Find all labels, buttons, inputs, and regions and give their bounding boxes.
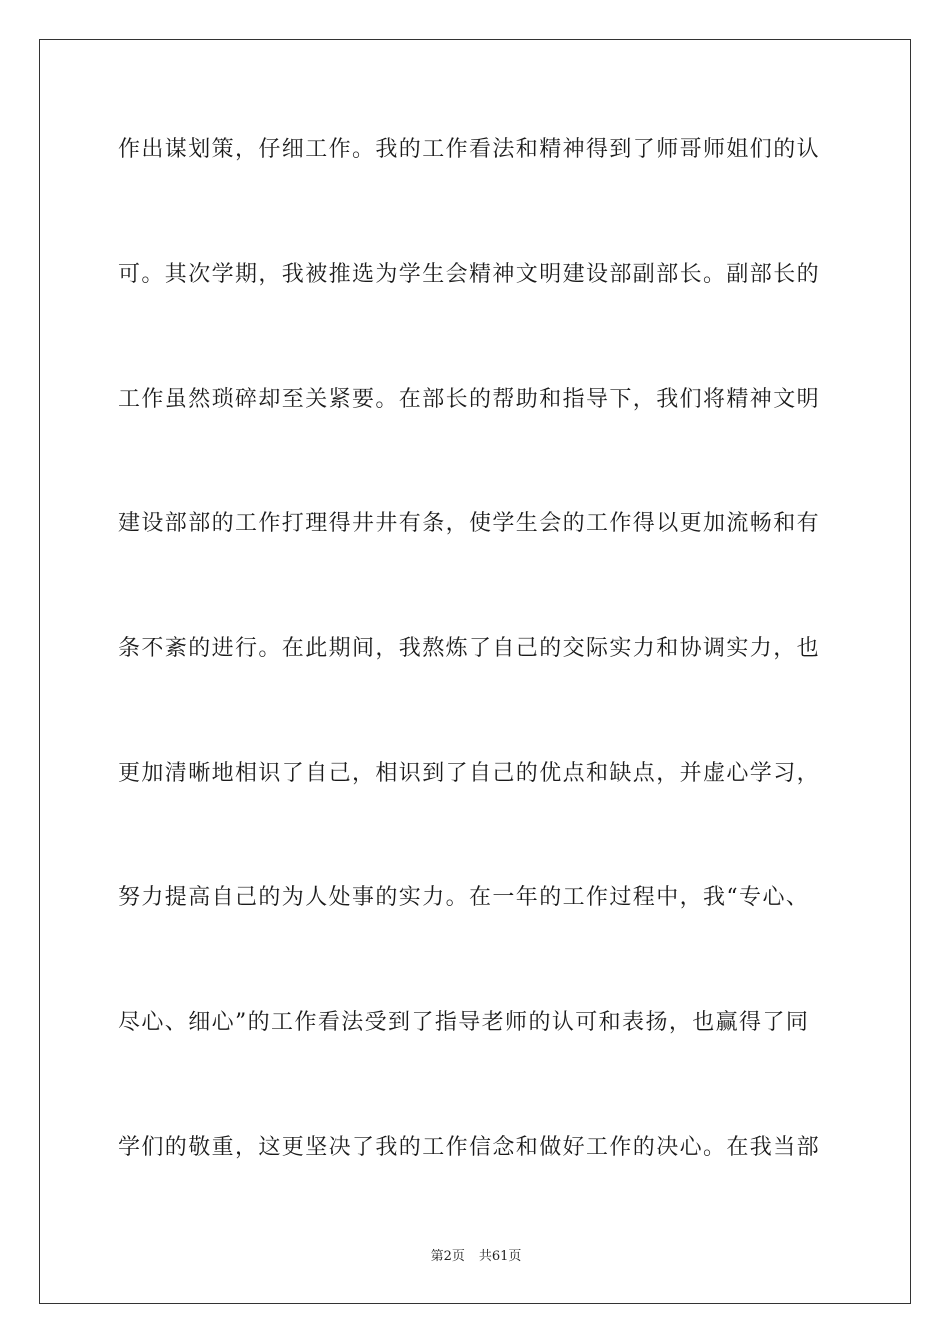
page-frame	[39, 39, 911, 1304]
total-page-count: 共61页	[478, 1249, 522, 1264]
text-line: 尽心、细心”的工作看法受到了指导老师的认可和表扬，也赢得了同	[118, 1010, 810, 1035]
text-line: 学们的敬重，这更坚决了我的工作信念和做好工作的决心。在我当部	[118, 1135, 821, 1160]
text-line: 可。其次学期，我被推选为学生会精神文明建设部副部长。副部长的	[118, 262, 821, 287]
text-line: 努力提高自己的为人处事的实力。在一年的工作过程中，我“专心、	[118, 885, 810, 910]
text-line: 建设部部的工作打理得井井有条，使学生会的工作得以更加流畅和有	[118, 511, 821, 536]
page-footer	[40, 1248, 912, 1266]
text-line: 作出谋划策，仔细工作。我的工作看法和精神得到了师哥师姐们的认	[118, 137, 821, 162]
text-line: 工作虽然琐碎却至关紧要。在部长的帮助和指导下，我们将精神文明	[118, 387, 821, 412]
text-line: 条不紊的进行。在此期间，我熬炼了自己的交际实力和协调实力，也	[118, 636, 821, 661]
text-line: 更加清晰地相识了自己，相识到了自己的优点和缺点，并虚心学习，	[118, 761, 821, 786]
current-page-number: 第2页	[430, 1249, 465, 1264]
